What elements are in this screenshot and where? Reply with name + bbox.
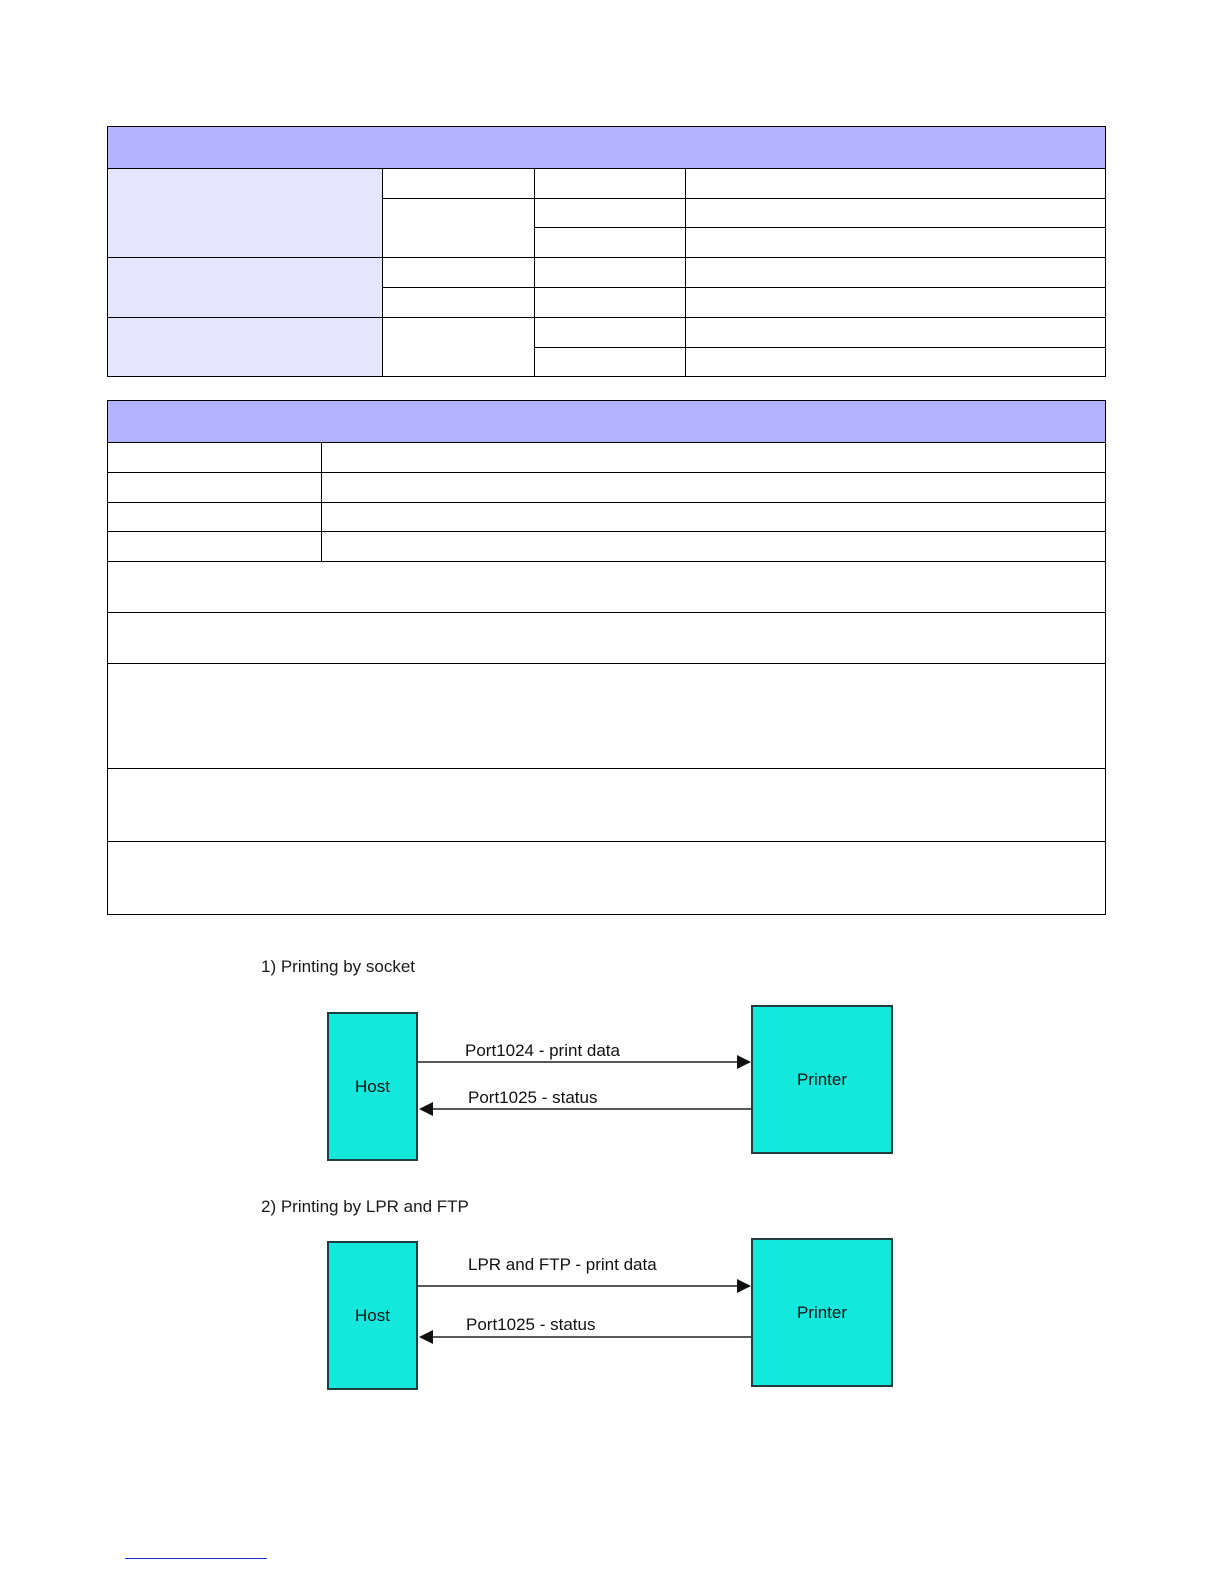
print-data-arrow-label: Port1024 - print data xyxy=(465,1041,620,1060)
protocol-table xyxy=(107,126,1106,377)
socket-printing-diagram xyxy=(255,950,915,1170)
protocol-table-group-cell xyxy=(108,169,382,257)
status-arrow-label: Port1025 - status xyxy=(466,1315,596,1334)
protocol-table-header xyxy=(108,127,1105,168)
host-label: Host xyxy=(355,1305,390,1325)
lpr-ftp-printing-diagram xyxy=(255,1190,915,1400)
protocol-table-group-cell xyxy=(108,318,382,376)
print-data-arrow-label: LPR and FTP - print data xyxy=(468,1255,657,1274)
specification-table xyxy=(107,400,1106,915)
arrowhead-left-icon xyxy=(419,1102,433,1116)
footer-rule xyxy=(125,1558,267,1559)
arrows xyxy=(255,1190,915,1400)
printer-label: Printer xyxy=(796,1069,848,1089)
status-arrow-label: Port1025 - status xyxy=(468,1088,598,1107)
arrowhead-right-icon xyxy=(737,1055,751,1069)
specification-table-header xyxy=(108,401,1105,442)
host-label: Host xyxy=(355,1076,390,1096)
arrowhead-left-icon xyxy=(419,1330,433,1344)
protocol-table-group-cell xyxy=(108,258,382,317)
arrowhead-right-icon xyxy=(737,1279,751,1293)
diagram-title: 1) Printing by socket xyxy=(261,957,416,976)
printer-label: Printer xyxy=(796,1302,848,1322)
diagram-title: 2) Printing by LPR and FTP xyxy=(261,1197,469,1216)
arrows xyxy=(255,950,915,1170)
